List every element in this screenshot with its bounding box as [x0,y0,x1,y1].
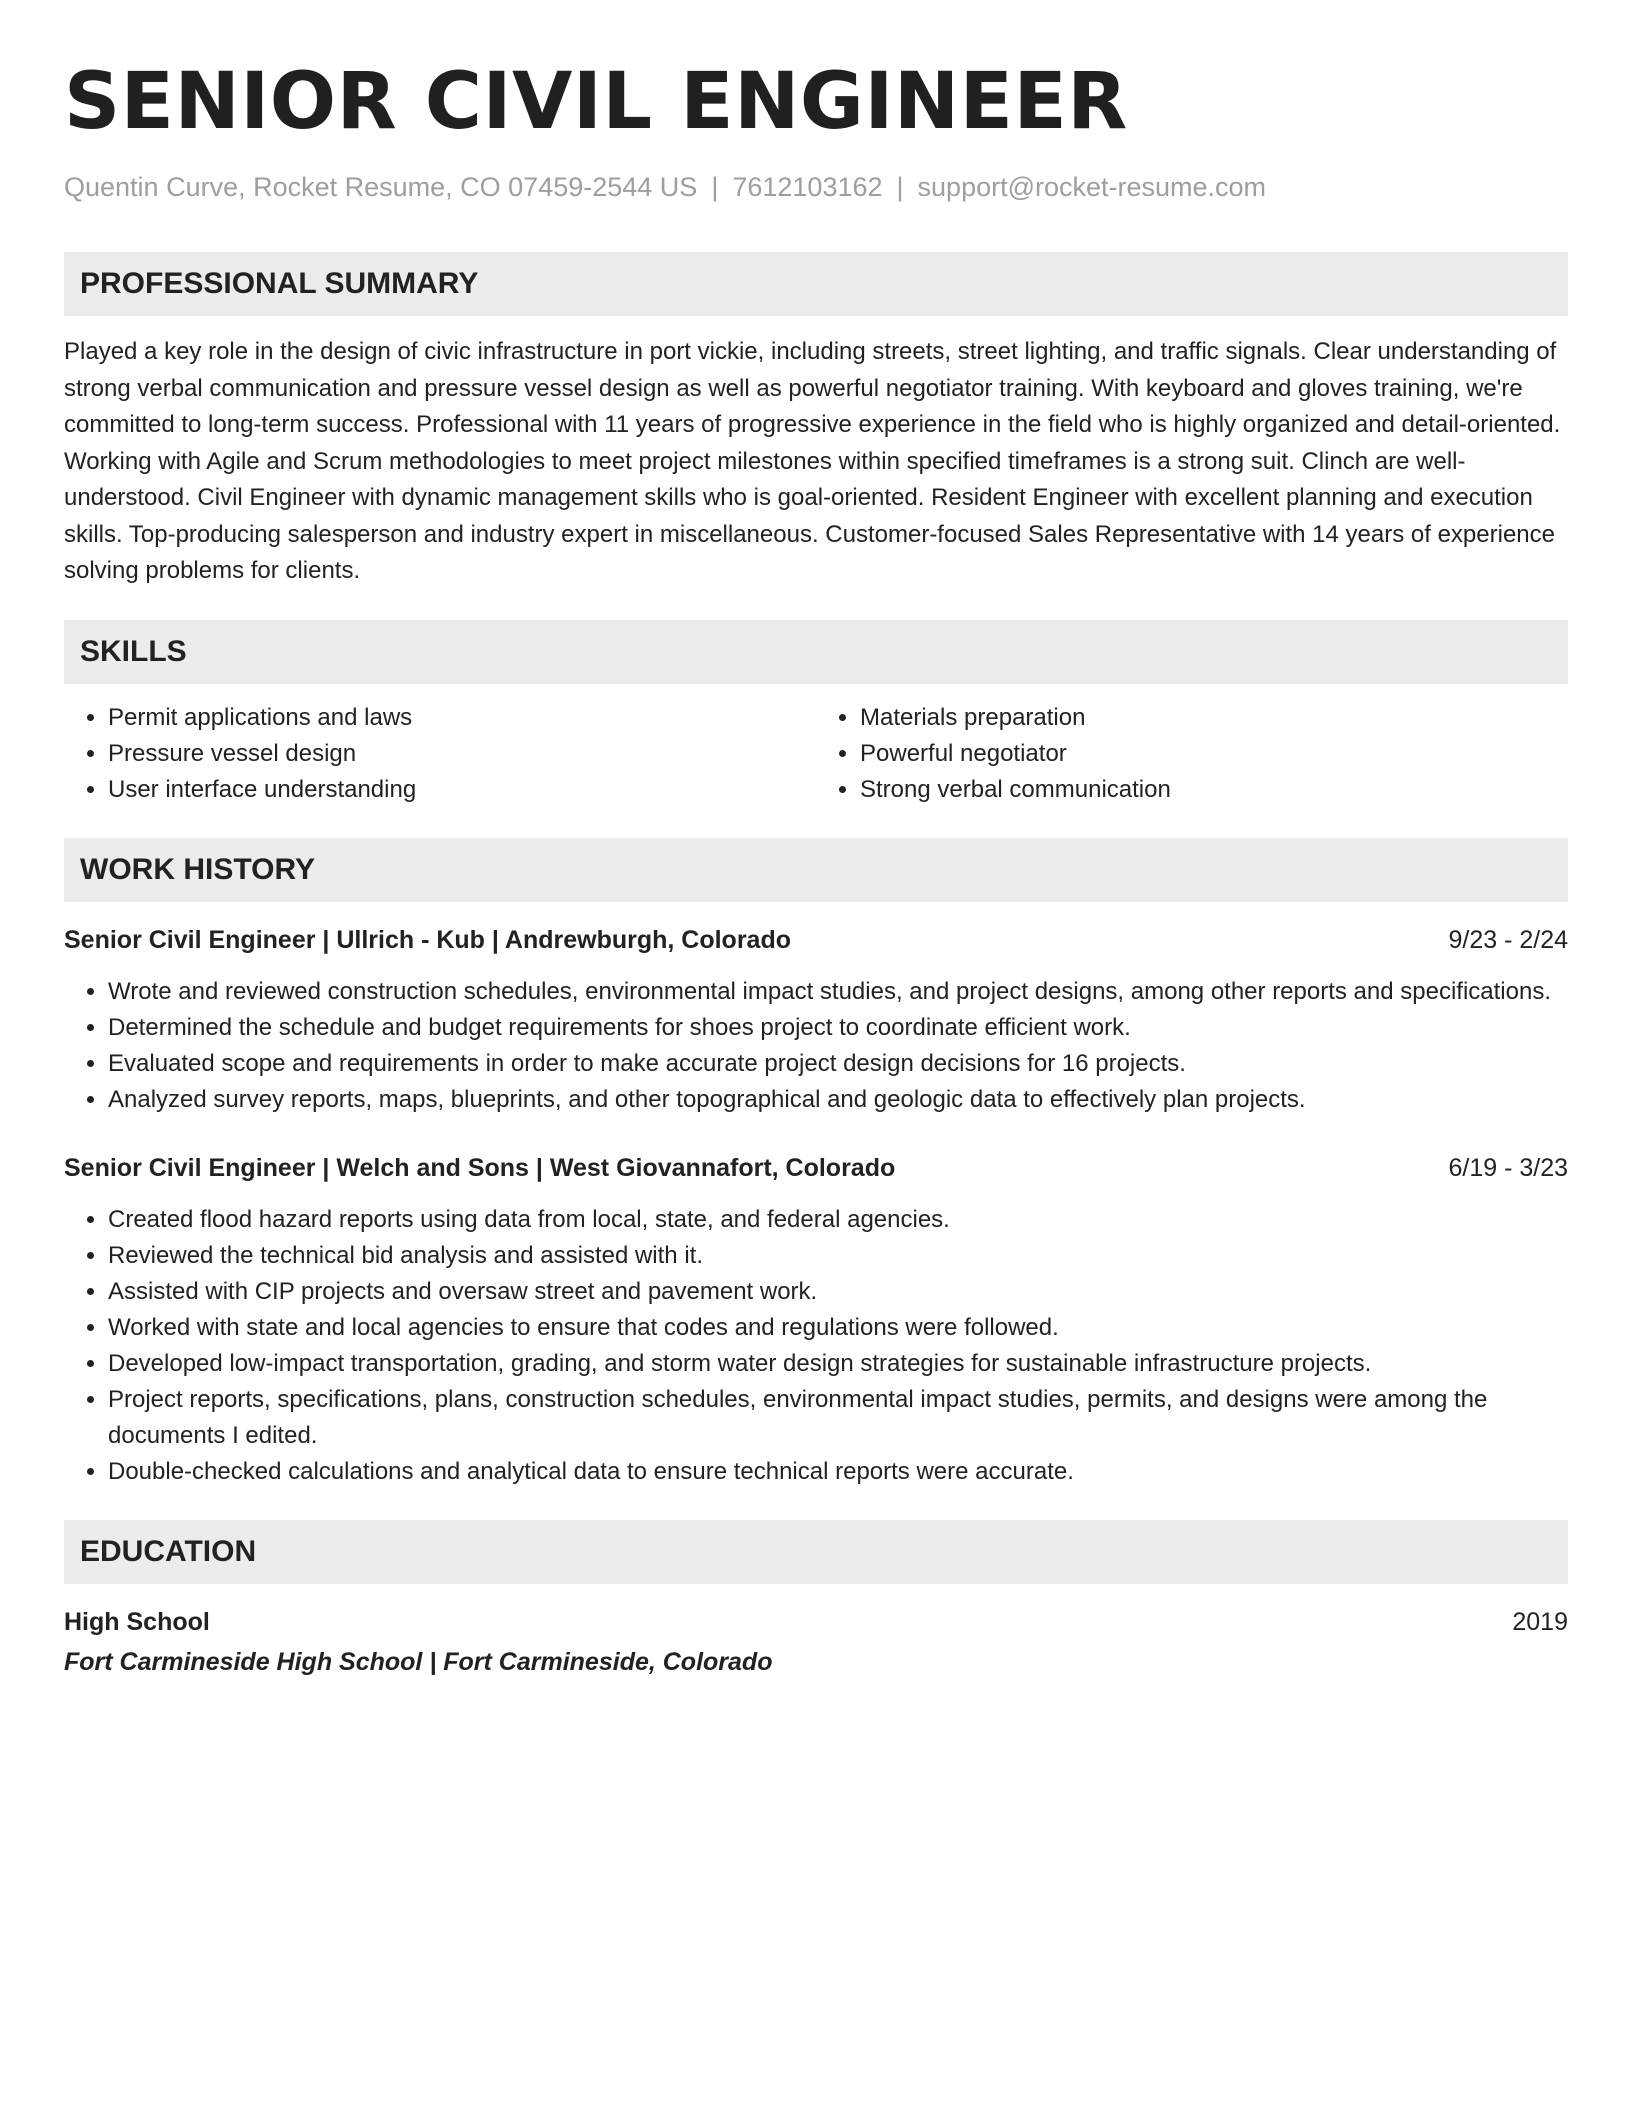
job-dates: 6/19 - 3/23 [1448,1153,1568,1182]
job-title: Senior Civil Engineer | Ullrich - Kub | Andrewburgh, Colorado [64,925,792,954]
education-school: Fort Carmineside High School | Fort Carmineside, Colorado [64,1647,773,1676]
skills-column-left [64,700,816,808]
job-bullet: • Analyzed survey reports, maps, blueprints, and other topographical and geologic data to effectively plan projects. [108,1082,1568,1118]
skill-item: • Powerful negotiator [860,736,1568,772]
job-bullet: • Worked with state and local agencies to ensure that codes and regulations were followed. [108,1310,1568,1346]
resume-title: SENIOR CIVIL ENGINEER [64,57,1128,147]
job-header [64,922,1568,958]
job-bullet: • Developed low-impact transportation, grading, and storm water design strategies for sustainable infrastructure projects. [108,1346,1568,1382]
job-entry [64,1150,1568,1490]
job-bullet: • Evaluated scope and requirements in order to make accurate project design decisions for 16 projects. [108,1046,1568,1082]
skill-item: • Pressure vessel design [108,736,816,772]
skills-column-right [816,700,1568,808]
contact-separator: | [711,172,719,202]
skill-item: • Materials preparation [860,700,1568,736]
section-header-skills: SKILLS [64,620,1568,684]
job-bullet: • Wrote and reviewed construction schedules, environmental impact studies, and project designs, among other reports and specifications. [108,974,1568,1010]
education-header [64,1604,1568,1640]
job-bullets [64,1202,1568,1490]
education-entry [64,1604,1568,1680]
summary-text: Played a key role in the design of civic infrastructure in port vickie, including streets, street lighting, and traffic signals. Clear understanding of strong verbal communication and pressure vessel design as well as powerful negotiator training. With keyboard and gloves training, we're committed to long-term success. Professional with 11 years of progressive experience in the field who is highly organized and detail-oriented. Working with Agile and Scrum methodologies to meet project milestones within specified timeframes is a strong suit. Clinch are well-understood. Civil Engineer with dynamic management skills who is goal-oriented. Resident Engineer with excellent planning and execution skills. Top-producing salesperson and industry expert in miscellaneous. Customer-focused Sales Representative with 14 years of experience solving problems for clients. [64,338,1561,584]
section-header-summary: PROFESSIONAL SUMMARY [64,252,1568,316]
skill-item: • Strong verbal communication [860,772,1568,808]
skills-grid [64,700,1568,808]
job-bullets [64,974,1568,1118]
skill-item: • User interface understanding [108,772,816,808]
job-bullet: • Reviewed the technical bid analysis and assisted with it. [108,1238,1568,1274]
job-header [64,1150,1568,1186]
contact-email: support@rocket-resume.com [917,172,1267,202]
skill-item: • Permit applications and laws [108,700,816,736]
contact-line [64,170,1568,204]
contact-address: Quentin Curve, Rocket Resume, CO 07459-2544 US [64,172,698,202]
education-year: 2019 [1512,1607,1568,1636]
job-bullet: • Assisted with CIP projects and oversaw street and pavement work. [108,1274,1568,1310]
job-bullet: • Created flood hazard reports using data from local, state, and federal agencies. [108,1202,1568,1238]
section-header-work-history: WORK HISTORY [64,838,1568,902]
job-bullet: • Project reports, specifications, plans, construction schedules, environmental impact studies, permits, and designs were among the documents I edited. [108,1382,1568,1454]
job-dates: 9/23 - 2/24 [1448,925,1568,954]
education-degree: High School [64,1607,210,1636]
contact-separator: | [896,172,904,202]
job-title: Senior Civil Engineer | Welch and Sons | West Giovannafort, Colorado [64,1153,896,1182]
job-bullet: • Determined the schedule and budget requirements for shoes project to coordinate efficient work. [108,1010,1568,1046]
job-entry [64,922,1568,1118]
contact-phone: 7612103162 [732,172,883,202]
section-header-education: EDUCATION [64,1520,1568,1584]
job-bullet: • Double-checked calculations and analytical data to ensure technical reports were accurate. [108,1454,1568,1490]
